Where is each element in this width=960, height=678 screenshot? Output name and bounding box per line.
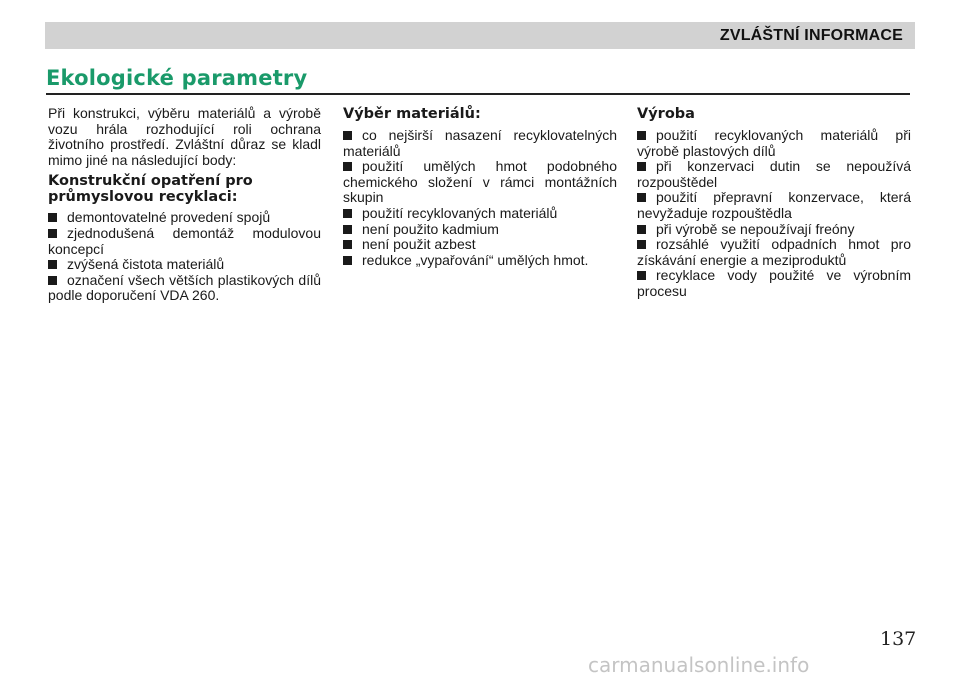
- list-item: zvýšená čistota materiálů: [48, 257, 321, 273]
- square-bullet-icon: [48, 276, 57, 285]
- square-bullet-icon: [343, 162, 352, 171]
- list-item: redukce „vypařování“ umělých hmot.: [343, 253, 617, 269]
- square-bullet-icon: [48, 229, 57, 238]
- list-item: rozsáhlé využití odpadních hmot pro získávání energie a meziproduktů: [637, 236, 911, 268]
- square-bullet-icon: [343, 209, 352, 218]
- square-bullet-icon: [637, 240, 646, 249]
- list-item: není použit azbest: [343, 237, 617, 253]
- square-bullet-icon: [343, 240, 352, 249]
- watermark: carmanualsonline.info: [588, 653, 810, 677]
- square-bullet-icon: [637, 162, 646, 171]
- subhead-construction: Konstrukční opatření pro průmyslovou recyklaci:: [48, 173, 253, 206]
- column-production: [637, 106, 911, 300]
- square-bullet-icon: [637, 225, 646, 234]
- list-item: při konzervaci dutin se nepoužívá rozpouštědel: [637, 158, 911, 190]
- title-rule: [46, 93, 910, 95]
- column-intro: [48, 106, 321, 304]
- list-item: není použito kadmium: [343, 222, 617, 238]
- section-header-bar: [45, 22, 915, 49]
- header-title: ZVLÁŠTNÍ INFORMACE: [719, 27, 903, 44]
- square-bullet-icon: [48, 213, 57, 222]
- square-bullet-icon: [637, 193, 646, 202]
- square-bullet-icon: [343, 131, 352, 140]
- list-item: co nejširší nasazení recyklovatelných materiálů: [343, 127, 617, 159]
- list-item: použití přepravní konzervace, která nevyžaduje rozpouštědla: [637, 189, 911, 221]
- square-bullet-icon: [637, 131, 646, 140]
- subhead-materials: Výběr materiálů:: [343, 106, 481, 122]
- square-bullet-icon: [343, 256, 352, 265]
- subhead-production: Výroba: [637, 106, 695, 122]
- square-bullet-icon: [637, 271, 646, 280]
- list-item: recyklace vody použité ve výrobním procesu: [637, 267, 911, 299]
- list-item: označení všech větších plastikových dílů podle doporučení VDA 260.: [48, 271, 321, 304]
- intro-paragraph: Při konstrukci, výběru materiálů a výrobě vozu hrála rozhodující roli ochrana životního prostředí. Zvláštní důraz se kladl mimo jiné na následující body:: [48, 105, 321, 168]
- list-item: použití umělých hmot podobného chemického složení v rámci montážních skupin: [343, 158, 617, 206]
- section-title: Ekologické parametry: [46, 66, 308, 90]
- list-item: použití recyklovaných materiálů při výrobě plastových dílů: [637, 127, 911, 159]
- list-item: použití recyklovaných materiálů: [343, 206, 617, 222]
- page-number: 137: [880, 628, 917, 650]
- column-materials: [343, 106, 617, 268]
- list-item: při výrobě se nepoužívají freóny: [637, 222, 911, 238]
- square-bullet-icon: [343, 225, 352, 234]
- square-bullet-icon: [48, 260, 57, 269]
- list-item: zjednodušená demontáž modulovou koncepcí: [48, 224, 321, 257]
- list-item: demontovatelné provedení spojů: [48, 210, 321, 226]
